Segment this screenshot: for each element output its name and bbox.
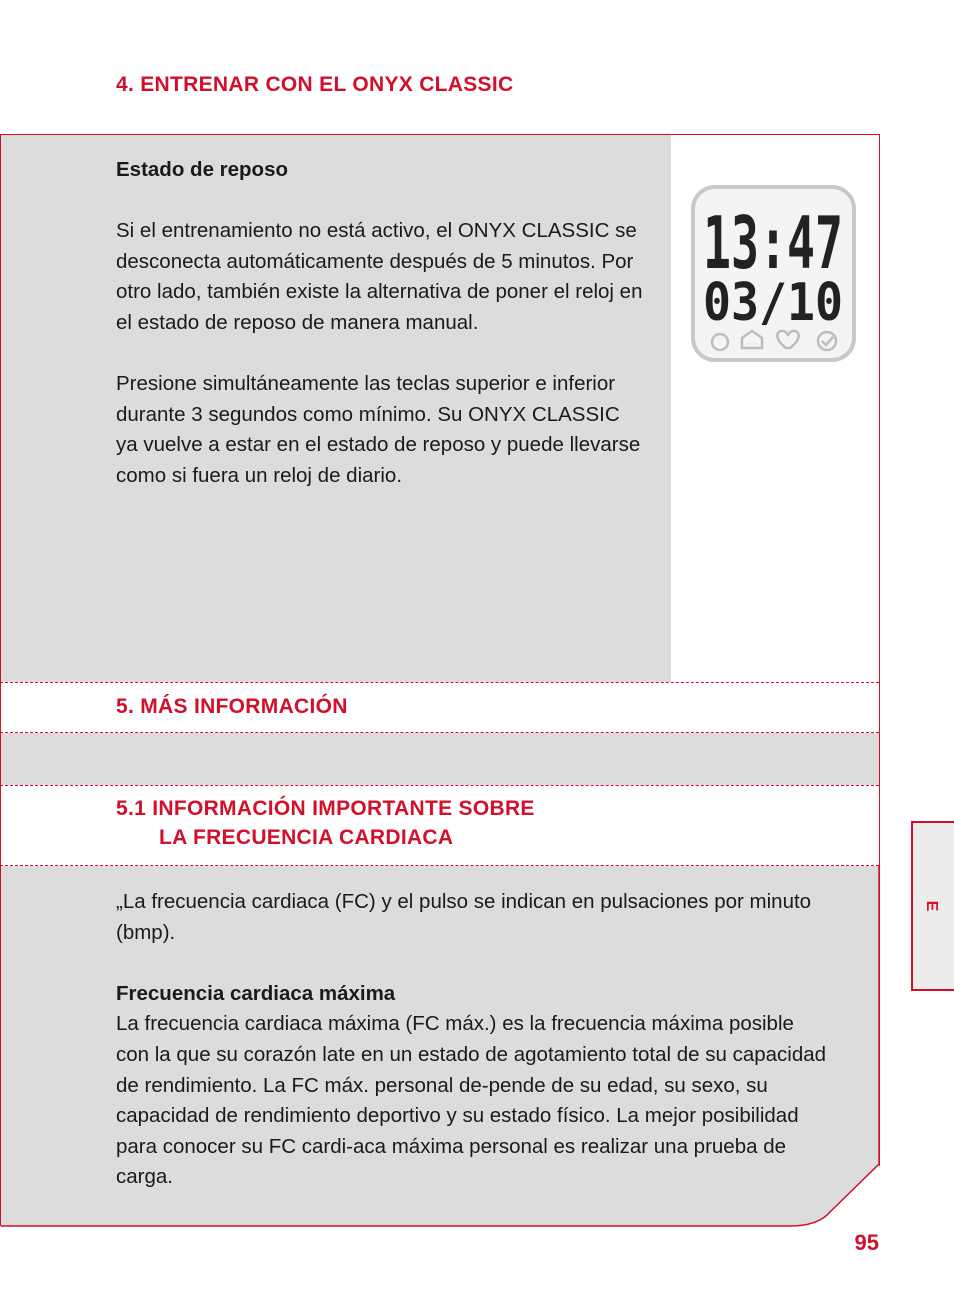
section-4-paragraph-2: Presione simultáneamente las teclas superior e inferior durante 3 segundos como mínimo. Su ONYX CLASSIC ya vuelve a estar en el estado de reposo y puede llevarse como si fuera un reloj de diario. (116, 372, 641, 487)
watch-date: 03/10 (703, 273, 843, 333)
section-5-1-title-line-1: 5.1 INFORMACIÓN IMPORTANTE SOBRE (116, 797, 535, 820)
section-5-1-subheading: Frecuencia cardiaca máxima (116, 981, 396, 1005)
section-4-paragraph-1: Si el entrenamiento no está activo, el ONYX CLASSIC se desconecta automáticamente después de 5 minutos. Por otro lado, también existe la alternativa de poner el reloj en el estado de reposo de manera manual. (116, 219, 643, 334)
section-5-1-title-line-2: LA FRECUENCIA CARDIACA (159, 826, 454, 849)
language-tab-letter: E (923, 900, 940, 912)
section-5-1-body (116, 887, 831, 1193)
page-number: 95 (854, 1230, 879, 1255)
divider-dashed (0, 785, 879, 786)
section-4-subheading: Estado de reposo (116, 158, 289, 181)
language-tab (911, 821, 954, 991)
watch-time: 13:47 (703, 201, 843, 285)
watch-display-illustration (690, 184, 858, 364)
spacer-band (1, 733, 879, 785)
section-5-1-title (116, 794, 535, 852)
section-5-title: 5. MÁS INFORMACIÓN (116, 695, 348, 718)
section-5-1-intro: „La frecuencia cardiaca (FC) y el pulso se indican en pulsaciones por minuto (bmp). (116, 890, 812, 944)
section-5-1-paragraph: La frecuencia cardiaca máxima (FC máx.) es la frecuencia máxima posible con la que su corazón late en un estado de agotamiento total de su capacidad de rendimiento. La FC máx. personal de-pende de su edad, su sexo, su capacidad de rendimiento deportivo y su estado físico. La mejor posibilidad para conocer su FC cardi-aca máxima personal es realizar una prueba de carga. (116, 1012, 827, 1189)
section-4-title: 4. ENTRENAR CON EL ONYX CLASSIC (116, 73, 514, 96)
divider-dashed (0, 682, 879, 683)
section-4-body (116, 155, 646, 492)
